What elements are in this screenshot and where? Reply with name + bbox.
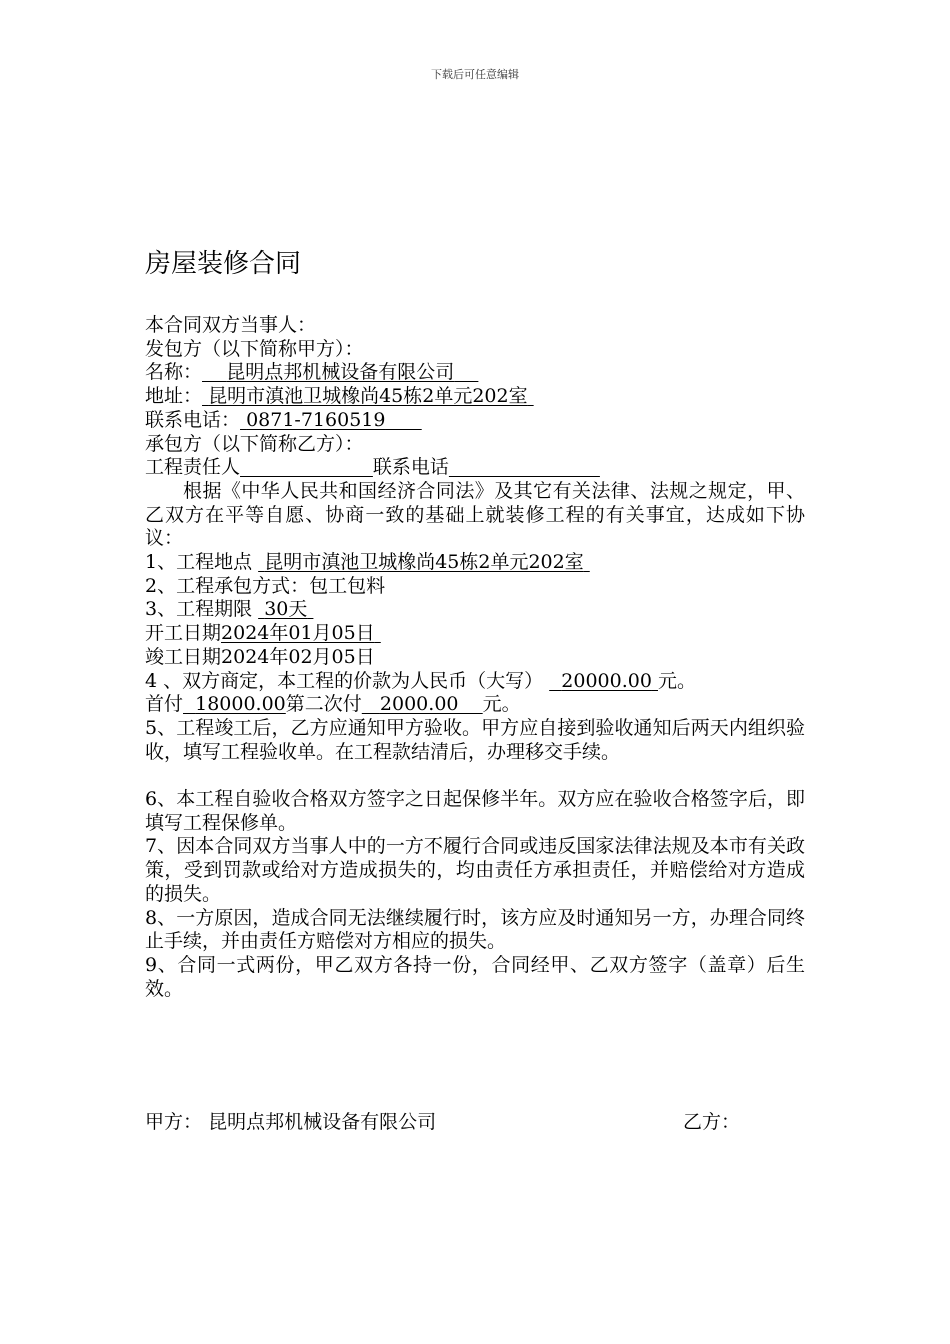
phone-line — [145, 409, 805, 433]
address-label: 地址： — [145, 385, 203, 408]
payment-line — [145, 693, 805, 717]
responsible-blank — [240, 456, 373, 478]
first-pay-label: 首付 — [145, 693, 184, 716]
name-label: 名称： — [145, 361, 203, 384]
preamble: 根据《中华人民共和国经济合同法》及其它有关法律、法规之规定，甲、乙双方在平等自愿、协商一致的基础上就装修工程的有关事宜，达成如下协议： — [145, 479, 805, 550]
address-line — [145, 385, 805, 409]
clause-1 — [145, 551, 805, 575]
clause-5: 5、工程竣工后，乙方应通知甲方验收。甲方应自接到验收通知后两天内组织验收，填写工程验收单。在工程款结清后，办理移交手续。 — [145, 716, 805, 763]
contact-label: 联系电话 — [372, 456, 449, 479]
clause-1-value: 昆明市滇池卫城橡尚45栋2单元202室 — [264, 551, 584, 574]
clause-4-amount: 20000.00 — [561, 669, 652, 692]
clause-8: 8、一方原因，造成合同无法继续履行时，该方应及时通知另一方，办理合同终止手续，并由责任方赔偿对方相应的损失。 — [145, 906, 805, 953]
clause-3 — [145, 598, 805, 622]
clause-3-label: 3、工程期限 — [145, 598, 253, 621]
contact-blank — [449, 456, 600, 478]
second-pay-value: 2000.00 — [379, 693, 459, 716]
party-a-heading: 发包方（以下简称甲方）： — [145, 337, 364, 360]
address-value: 昆明市滇池卫城橡尚45栋2单元202室 — [208, 385, 528, 408]
end-date-label: 竣工日期 — [145, 645, 222, 668]
clause-4 — [145, 670, 805, 694]
clause-3-value: 30天 — [264, 598, 308, 621]
start-date-value: 2024年01月05日 — [221, 622, 375, 645]
signature-a-value: 昆明点邦机械设备有限公司 — [208, 1111, 437, 1133]
name-value: 昆明点邦机械设备有限公司 — [226, 361, 455, 384]
header-note: 下载后可任意编辑 — [431, 68, 519, 81]
clause-6: 6、本工程自验收合格双方签字之日起保修半年。双方应在验收合格签字后，即填写工程保修单。 — [145, 788, 805, 834]
contract-body — [145, 314, 805, 1001]
phone-label: 联系电话： — [145, 408, 241, 431]
signature-b-label: 乙方： — [683, 1111, 741, 1133]
signature-party-b — [683, 1110, 740, 1134]
clause-9: 9、合同一式两份，甲乙双方各持一份，合同经甲、乙双方签字（盖章）后生效。 — [145, 953, 805, 1000]
signature-party-a — [145, 1110, 436, 1134]
start-date-label: 开工日期 — [145, 622, 222, 645]
signature-a-label: 甲方： — [145, 1111, 203, 1133]
parties-intro: 本合同双方当事人： — [145, 314, 317, 336]
payment-yuan: 元。 — [482, 693, 521, 716]
first-pay-value: 18000.00 — [195, 693, 286, 716]
name-line — [145, 361, 805, 385]
start-date-line — [145, 622, 805, 646]
spacer — [145, 764, 805, 788]
clause-4-text: 4 、双方商定，本工程的价款为人民币（大写） — [145, 669, 544, 692]
page-title: 房屋装修合同 — [145, 249, 302, 279]
responsible-line — [145, 456, 805, 480]
party-b-heading: 承包方（以下简称乙方）： — [145, 432, 364, 455]
clause-4-yuan: 元。 — [658, 669, 697, 692]
second-pay-label: 第二次付 — [285, 693, 362, 716]
clause-7: 7、因本合同双方当事人中的一方不履行合同或违反国家法律法规及本市有关政策，受到罚款或给对方造成损失的，均由责任方承担责任，并赔偿给对方造成的损失。 — [145, 835, 805, 905]
clause-1-label: 1、工程地点 — [145, 551, 253, 574]
clause-2: 2、工程承包方式：包工包料 — [145, 574, 386, 597]
end-date-line — [145, 646, 805, 670]
responsible-label: 工程责任人 — [145, 456, 241, 479]
phone-value: 0871-7160519 — [246, 408, 386, 431]
end-date-value: 2024年02月05日 — [221, 645, 375, 668]
